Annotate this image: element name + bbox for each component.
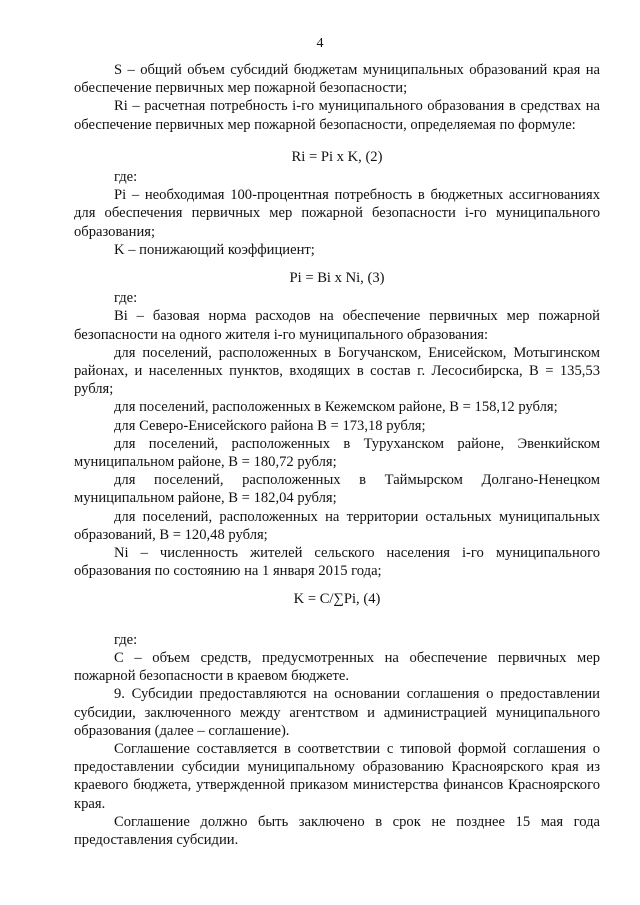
paragraph-clause-9: 9. Субсидии предоставляются на основании соглашения о предоставлении субсидии, заключенного между агентством и администрацией муниципального образования (далее – соглашение). — [74, 686, 600, 739]
paragraph-norm-other: для поселений, расположенных на территории остальных муниципальных образований, B = 120,48 рубля; — [74, 508, 600, 543]
paragraph-ri-definition: Ri – расчетная потребность i-го муниципального образования в средствах на обеспечение первичных мер пожарной безопасности, определяемая по формуле: — [74, 98, 600, 133]
formula-4: K = C/∑Pi, (4) — [293, 591, 381, 608]
paragraph-c-definition: C – объем средств, предусмотренных на обеспечение первичных мер пожарной безопасности в краевом бюджете. — [74, 649, 600, 685]
paragraph-s-definition: S – общий объем субсидий бюджетам муниципальных образований края на обеспечение первичных мер пожарной безопасности; — [74, 62, 600, 97]
document-body — [74, 61, 600, 849]
paragraph-norm-severo-eniseysk: для Северо-Енисейского района B = 173,18 рубля; — [114, 417, 426, 434]
where-label-2: где: — [114, 290, 138, 307]
paragraph-norm-turukhansk: для поселений, расположенных в Туруханском районе, Эвенкийском муниципальном районе, B = 180,72 рубля; — [74, 435, 600, 471]
paragraph-norm-taymyr: для поселений, расположенных в Таймырском Долгано-Ненецком муниципальном районе, B = 182,04 рубля; — [74, 472, 600, 507]
formula-2: Ri = Pi x K, (2) — [291, 148, 383, 165]
paragraph-agreement-form: Соглашение составляется в соответствии с типовой формой соглашения о предоставлении субсидии муниципальному образованию Красноярского края из краевого бюджета, утвержденной приказом министерства финансов Красноярского края. — [74, 740, 600, 812]
where-label-3: где: — [114, 631, 138, 648]
page-number: 4 — [316, 36, 324, 51]
paragraph-norm-boguchany: для поселений, расположенных в Богучанском, Енисейском, Мотыгинском районах, и населенных пунктов, входящих в состав г. Лесосибирска, B = 135,53 рубля; — [74, 344, 600, 398]
paragraph-agreement-deadline: Соглашение должно быть заключено в срок не позднее 15 мая года предоставления субсидии. — [74, 813, 600, 848]
where-label-1: где: — [114, 169, 138, 186]
paragraph-bi-definition: Bi – базовая норма расходов на обеспечение первичных мер пожарной безопасности на одного жителя i-го муниципального образования: — [74, 308, 600, 343]
paragraph-norm-kezhma: для поселений, расположенных в Кежемском районе, B = 158,12 рубля; — [114, 399, 558, 416]
paragraph-pi-definition: Pi – необходимая 100-процентная потребность в бюджетных ассигнованиях для обеспечения первичных мер пожарной безопасности i-го муниципального образования; — [74, 187, 600, 240]
paragraph-k-definition: K – понижающий коэффициент; — [114, 241, 315, 258]
paragraph-ni-definition: Ni – численность жителей сельского населения i-го муниципального образования по состоянию на 1 января 2015 года; — [74, 545, 600, 580]
formula-3: Pi = Bi x Ni, (3) — [289, 270, 385, 287]
